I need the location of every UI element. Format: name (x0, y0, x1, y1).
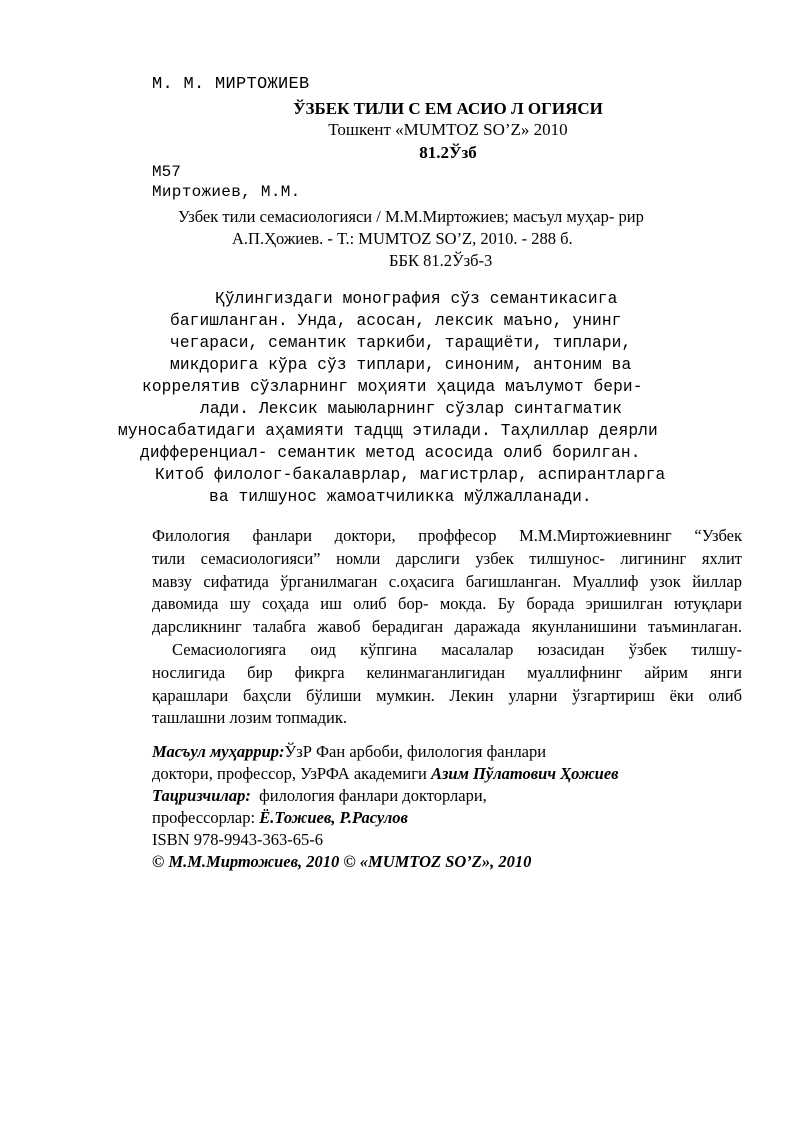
catalog-author: Миртожиев, М.М. (152, 183, 301, 201)
preface-paragraph (152, 525, 742, 639)
paragraph-line: тили семасиологияси” номли дарслиги узбек тилшунос- лигининг яхлит (152, 548, 742, 568)
abstract-line: ва тилшунос жамоатчиликка мўлжалланади. (209, 488, 592, 506)
paragraph-line: ташлашни лозим топмадик. (152, 708, 347, 728)
preface-paragraph (152, 639, 742, 730)
editor-credentials: доктори, профессор, УзРФА академиги (152, 764, 431, 783)
paragraph-line: қарашлари баҳсли бўлиши мумкин. Лекин уларни ўзгартириш ёки олиб (152, 685, 742, 705)
reviewers-text: филология фанлари докторлари, (250, 786, 487, 805)
catalog-bbk: ББК 81.2Ўзб-3 (389, 251, 493, 270)
editor-name: Азим Пўлатович Ҳожиев (430, 764, 619, 783)
abstract-line: багишланган. Унда, асосан, лексик маъно, унинг (170, 312, 622, 330)
abstract-line: чегараси, семантик таркиби, таращиёти, типлари, (170, 334, 632, 352)
reviewers-row (152, 785, 619, 807)
bbk-code: 81.2Ўзб (419, 143, 477, 162)
reviewers-label: Тацризчилар: (152, 786, 251, 805)
reviewers-credentials: профессорлар: (152, 808, 260, 827)
catalog-code: М57 (152, 163, 181, 181)
paragraph-line: нослигида бир фикрга келинмаганлигидан муаллифнинг айрим янги (152, 662, 742, 682)
reviewers-names: Ё.Тожиев, Р.Расулов (259, 808, 408, 827)
book-title: ЎЗБЕК ТИЛИ С ЕМ АСИО Л ОГИЯСИ (293, 99, 603, 118)
credits-block (152, 741, 619, 873)
abstract-line: микдорига кўра сўз типлари, синоним, антоним ва (170, 356, 632, 374)
abstract-line: коррелятив сўзларнинг моҳияти ҳацида маълумот бери- (142, 378, 643, 396)
abstract-line: Китоб филолог-бакалаврлар, магистрлар, аспирантларга (155, 466, 666, 484)
editor-row (152, 741, 619, 763)
paragraph-line: давомида шу соҳада иш олиб бор- мокда. Бу борада эришилган ютуқлари (152, 594, 742, 614)
author-heading: М. М. МИРТОЖИЕВ (152, 75, 310, 94)
publisher-line: Тошкент «MUMTOZ SO’Z» 2010 (328, 120, 568, 139)
editor-row-2 (152, 763, 619, 785)
paragraph-line: Семасиологияга оид кўпгина масалалар юзасидан ўзбек тилшу- (172, 640, 742, 659)
editor-text: ЎзР Фан арбоби, филология фанлари (284, 742, 547, 761)
abstract-line: лади. Лексик маыюларнинг сўзлар синтагматик (200, 400, 623, 418)
catalog-description-line: Узбек тили семасиологияси / М.М.Миртожиев; масъул муҳар- рир (178, 207, 644, 226)
abstract-line: муносабатидаги аҳамияти тадцщ этилади. Таҳлиллар деярли (118, 422, 658, 440)
copyright-line: © М.М.Миртожиев, 2010 © «MUMTOZ SO’Z», 2010 (152, 852, 532, 871)
reviewers-row-2 (152, 807, 619, 829)
paragraph-line: Филология фанлари доктори, проффесор М.М.Миртожиевнинг “Узбек (152, 526, 742, 545)
abstract-line: дифференциал- семантик метод асосида олиб борилган. (140, 444, 641, 462)
abstract-line: Қўлингиздаги монография сўз семантикасига (215, 290, 618, 308)
catalog-description-line: А.П.Ҳожиев. - Т.: MUMTOZ SO’Z, 2010. - 288 б. (232, 229, 573, 248)
isbn: ISBN 978-9943-363-65-6 (152, 830, 323, 849)
editor-label: Масъул муҳаррир: (152, 742, 285, 761)
paragraph-line: дарсликнинг талабга жавоб берадиган даражада якунланишини таъминлаган. (152, 617, 742, 637)
paragraph-line: мавзу сифатида ўрганилмаган с.оҳасига багишланган. Муаллиф узок йиллар (152, 571, 742, 591)
